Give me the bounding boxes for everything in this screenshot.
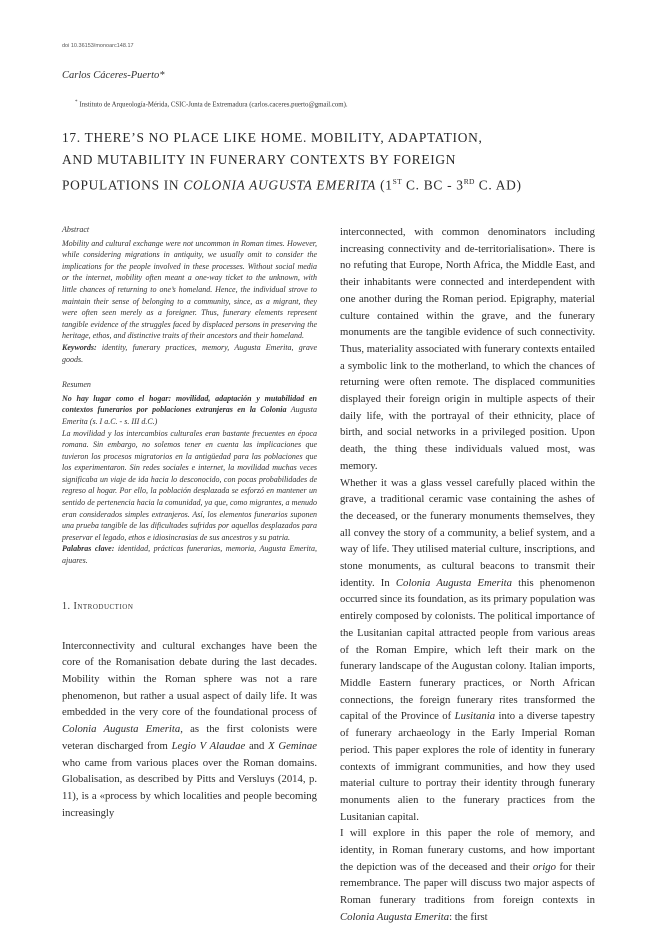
author-affiliation — [75, 100, 348, 108]
right-p3-colony: Colonia Augusta Emerita — [340, 910, 450, 923]
resumen-title-bold: No hay lugar como el hogar: movilidad, adaptación y mutabilidad en contextos funerarios por poblaciones extranjeras en la Colonia — [62, 393, 317, 415]
intro-p1-text-d: who came from various places over the Roman domains. Globalisation, as described by Pitts and Versluys (2014, p. 11), is a «process by which localities and people becoming increasingly — [62, 756, 317, 819]
right-p2-text-a: Whether it was a glass vessel carefully placed within the grave, a traditional ceramic vase containing the ashes of the deceased, or the funerary monuments themselves, they all convey the story of a community, a belief system, and a way of life. They utilised material culture, inscriptions, and stone monuments, as cultural beacons to transmit their identity. In — [340, 476, 595, 589]
palabras-label: Palabras clave: — [62, 544, 115, 554]
abstract-text: Mobility and cultural exchange were not uncommon in Roman times. However, while considering migrations in antiquity, we usually omit to consider the implications for the people involved in these processes. Without social media or the internet, mobility often meant a one-way ticket to the unknown, with little chances of returning to one’s homeland. Hence, the individual strove to maintain their sense of belonging to a community, since, as a migrant, they were often seen merely as a foreigner. Thus, funerary elements represent tangible evidence of the struggles faced by displaced persons in preserving the heritage, ethos, and distinctive traits of their ancestors and their homeland. — [62, 238, 317, 341]
right-p3-text-c: : the first — [449, 910, 488, 923]
introduction-heading: 1. Introduction — [62, 600, 134, 612]
title-date-c: C. AD) — [474, 177, 522, 193]
right-p3-text-a: I will explore in this paper the role of memory, and identity, in Roman funerary customs, and how important the depiction was of the deceased and their — [340, 827, 595, 873]
title-sup-st: ST — [392, 177, 402, 186]
resumen-keywords — [62, 543, 317, 566]
resumen-title-plain: Augusta Emerita — [62, 405, 317, 426]
intro-p1-text-b: , as the first colonists were veteran discharged from — [62, 723, 317, 752]
abstract-block — [62, 224, 317, 567]
paper-title — [62, 127, 602, 196]
title-date-a: (1 — [376, 177, 393, 193]
intro-p1-text-c: and — [245, 739, 269, 752]
title-line-1: 17. THERE’S NO PLACE LIKE HOME. MOBILITY, ADAPTATION, — [62, 130, 483, 145]
right-p2-text-c: into a diverse tapestry of funerary archaeology in the Early Imperial Roman period. This paper explores the role of identity in funerary contexts of immigrant communities, and how they used material culture to portray their identity through funerary monuments alien to the funerary practices from the Lusitanian capital. — [340, 710, 595, 823]
right-p3-origo: origo — [532, 860, 556, 873]
doi-line: doi 10.36153/monoarc148.17 — [62, 43, 134, 49]
right-paragraph-3 — [340, 825, 595, 925]
right-paragraph-1: interconnected, with common denominators including increasing connectivity and de-territorialisation». There is no refuting that Europe, North Africa, the Middle East, and their inhabitants were connected and interdependent with one another during the Roman period. Epigraphy, material culture contained within the grave, and the funerary monuments are the tangible evidence of such connectivity. Thus, materiality associated with funerary contexts entailed a symbolic link to the motherland, to which the chances of returning were often remote. The displaced communities displayed their foreign origin in multiple aspects of their daily life, with the portrayal of their ethnicity, place of birth, and social networks in a privileged position. Upon death, the thing these individuals valued most, was memory. — [340, 226, 595, 472]
right-column — [340, 224, 595, 926]
right-paragraph-2 — [340, 475, 595, 826]
title-line-3-pre: POPULATIONS IN — [62, 177, 184, 193]
resumen-title — [62, 393, 317, 428]
right-p2-text-b: this phenomenon occurred since its foundation, as its primary population was entirely composed by colonists. The political importance of the Lusitanian capital attracted people from various areas of the Roman Empire, which left their mark on the funerary landscape of the Augustan colony. Italian imports, Middle Eastern funerary practices, or North African connections, the foreign funerary rites transformed the capital of the Province of — [340, 576, 595, 723]
keywords-label: Keywords: — [62, 342, 97, 352]
right-p3-text-b: for their remembrance. The paper will discuss two major aspects of Roman funerary traditions from foreign contexts in — [340, 860, 596, 907]
title-line-2: AND MUTABILITY IN FUNERARY CONTEXTS BY FOREIGN — [62, 152, 457, 167]
intro-p1-legio: Legio V Alaudae — [171, 739, 246, 752]
resumen-title-dates: (s. I a.C. - s. III d.C.) — [89, 416, 158, 426]
affiliation-text: Instituto de Arqueología-Mérida, CSIC-Junta de Extremadura (carlos.caceres.puerto@gmail.com). — [79, 101, 348, 109]
abstract-heading: Abstract — [62, 225, 90, 234]
keywords-list-2: Augusta Emerita, — [229, 342, 299, 352]
resumen-heading: Resumen — [62, 380, 91, 390]
resumen-text: La movilidad y los intercambios culturales eran bastante frecuentes en época romana. Sin embargo, no solemos tener en cuenta las implicaciones que tuvieron los procesos migratorios en la antigüedad para las poblaciones que los experimentaron. Sin redes sociales e internet, la movilidad muchas veces significaba un viaje de ida hacia lo desconocido, con pocas probabilidades de regreso al hogar. Por ello, la población desplazada se esforzó en mantener un sentido de pertenencia hacia la comunidad, ya que, como migrantes, a menudo eran considerados simples extranjeros. Así, los elementos funerarios suponen una prueba tangible de las dificultades sufridas por aquellos desplazados para preservar el legado, ethos e idiosincrasias de sus ancestros y su patria. — [62, 428, 317, 542]
author-name: Carlos Cáceres-Puerto* — [62, 70, 165, 81]
intro-p1-geminae: X Geminae — [268, 739, 317, 752]
keywords-list-1: identity, funerary practices, memory, — [96, 342, 230, 352]
palabras-list-3: ajuares. — [62, 556, 88, 566]
keywords-list-3: grave goods. — [62, 342, 317, 364]
title-sup-rd: RD — [463, 177, 475, 186]
intro-p1-colony: Colonia Augusta Emerita — [62, 723, 181, 736]
left-column — [62, 224, 317, 821]
palabras-list-2: Augusta Emerita, — [256, 544, 317, 554]
right-p2-lusitania: Lusitania — [454, 710, 496, 723]
right-p2-colony: Colonia Augusta Emerita — [395, 576, 512, 589]
title-date-b: C. BC - 3 — [402, 177, 464, 193]
intro-p1-text-a: Interconnectivity and cultural exchanges have been the core of the Romanisation debate during the last decades. Mobility within the Roman sphere was not a rare phenomenon, but rather a usual aspect of daily life. It was embedded in the very core of the foundational process of — [62, 639, 317, 719]
intro-paragraph-1 — [62, 638, 317, 822]
affiliation-mark: * — [75, 100, 78, 105]
abstract-keywords — [62, 342, 317, 365]
palabras-list-1: identidad, prácticas funerarias, memoria, — [114, 544, 257, 554]
introduction-body — [62, 638, 317, 822]
right-column-body — [340, 224, 595, 926]
title-colony-name: COLONIA AUGUSTA EMERITA — [183, 177, 377, 193]
title-line-3 — [62, 171, 602, 196]
